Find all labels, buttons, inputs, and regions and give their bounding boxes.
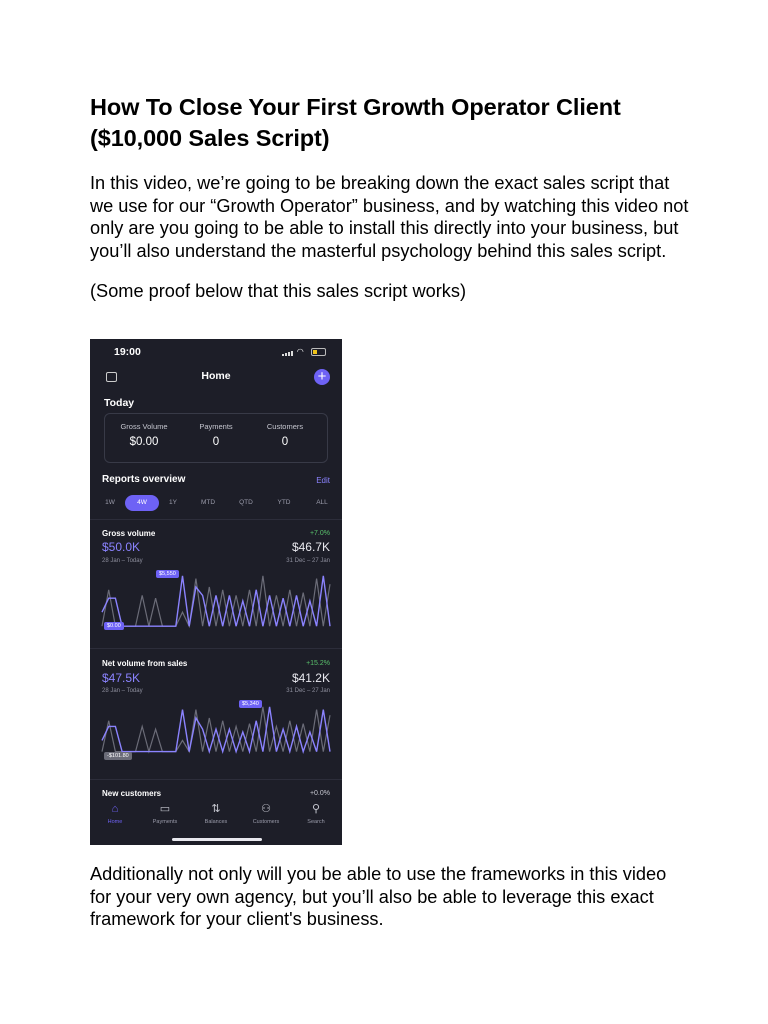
proof-note: (Some proof below that this sales script works) bbox=[90, 281, 467, 301]
range-all[interactable]: ALL bbox=[316, 499, 328, 506]
today-kpi-card[interactable] bbox=[104, 413, 328, 463]
net-current-line bbox=[102, 707, 330, 752]
kpi-label: Customers bbox=[266, 422, 304, 431]
divider bbox=[90, 519, 342, 520]
gross-volume-change: +7.0% bbox=[309, 530, 330, 537]
intro-paragraph: In this video, we’re going to be breaking down the exact sales script that we use for our “Growth Operator” business, and by watching this video not only are you going to be able to install this directly into your business, but you’ll also understand the masterful psychology behind this sales script. bbox=[90, 173, 689, 261]
nav-title: Home bbox=[201, 370, 231, 382]
net-volume-range: 28 Jan – Today bbox=[102, 688, 143, 694]
gross-volume-title: Gross volume bbox=[102, 529, 156, 538]
kpi-label: Gross Volume bbox=[120, 422, 168, 431]
range-1y[interactable]: 1Y bbox=[169, 499, 177, 506]
home-icon: ⌂ bbox=[111, 803, 119, 815]
payments-icon: ▭ bbox=[159, 803, 171, 815]
kpi-customers bbox=[248, 422, 322, 448]
net-volume-previous-range: 31 Dec – 27 Jan bbox=[286, 688, 330, 694]
status-time: 19:00 bbox=[114, 346, 141, 358]
divider bbox=[90, 648, 342, 649]
gross-volume-value: $50.0K bbox=[102, 540, 141, 554]
reports-overview-title: Reports overview bbox=[102, 474, 186, 485]
battery-icon bbox=[311, 348, 326, 356]
range-ytd[interactable]: YTD bbox=[277, 499, 291, 506]
tab-label: Customers bbox=[252, 819, 280, 825]
range-mtd[interactable]: MTD bbox=[200, 499, 216, 506]
closing-paragraph: Additionally not only will you be able to use the frameworks in this video for your very own agency, but you’ll also be able to leverage this exact framework for your client's business. bbox=[90, 864, 667, 929]
wifi-icon: ◠ bbox=[296, 347, 305, 356]
net-volume-svg bbox=[100, 699, 332, 763]
tab-label: Payments bbox=[152, 819, 178, 825]
add-button[interactable]: + bbox=[314, 369, 330, 385]
range-1w[interactable]: 1W bbox=[105, 499, 115, 506]
today-heading: Today bbox=[104, 397, 135, 409]
article bbox=[90, 92, 690, 303]
tab-label: Search bbox=[307, 819, 325, 825]
kpi-gross-volume bbox=[107, 422, 181, 448]
kpi-payments bbox=[179, 422, 253, 448]
gross-current-line bbox=[102, 576, 330, 626]
status-icons bbox=[282, 347, 326, 356]
gross-volume-previous-range: 31 Dec – 27 Jan bbox=[286, 558, 330, 564]
net-peak-tag: $5,340 bbox=[239, 700, 262, 708]
tab-payments[interactable] bbox=[140, 802, 190, 825]
new-customers-change: +0.0% bbox=[309, 790, 330, 797]
gross-volume-svg bbox=[100, 568, 332, 632]
kpi-value: 0 bbox=[281, 436, 289, 448]
customers-icon: ⚇ bbox=[261, 803, 271, 815]
kpi-value: $0.00 bbox=[129, 436, 159, 448]
tab-label: Balances bbox=[204, 819, 228, 825]
range-qtd[interactable]: QTD bbox=[239, 499, 253, 506]
net-volume-title: Net volume from sales bbox=[102, 659, 188, 668]
kpi-label: Payments bbox=[199, 422, 233, 431]
net-volume-previous: $41.2K bbox=[291, 671, 330, 685]
proof-screenshot bbox=[90, 339, 342, 845]
net-low-tag: -$101.80 bbox=[104, 752, 132, 760]
tab-search[interactable] bbox=[291, 802, 341, 825]
article-title: How To Close Your First Growth Operator Client ($10,000 Sales Script) bbox=[90, 94, 621, 151]
tab-balances[interactable] bbox=[191, 802, 241, 825]
tab-label: Home bbox=[107, 819, 123, 825]
net-volume-change: +15.2% bbox=[306, 660, 330, 667]
gross-volume-range: 28 Jan – Today bbox=[102, 558, 143, 564]
range-selector bbox=[96, 495, 336, 511]
kpi-value: 0 bbox=[212, 436, 220, 448]
net-volume-chart[interactable] bbox=[100, 699, 332, 763]
gross-peak-tag: $5,550 bbox=[156, 570, 179, 578]
gross-volume-previous: $46.7K bbox=[291, 540, 330, 554]
home-indicator bbox=[172, 838, 262, 841]
divider bbox=[90, 779, 342, 780]
balances-icon: ⇅ bbox=[211, 803, 221, 815]
search-icon: ⚲ bbox=[311, 803, 321, 815]
gross-volume-chart[interactable] bbox=[100, 568, 332, 632]
signal-icon bbox=[282, 347, 294, 356]
net-volume-value: $47.5K bbox=[102, 671, 141, 685]
range-4w[interactable]: 4W bbox=[125, 495, 159, 511]
tab-home[interactable] bbox=[90, 802, 140, 825]
gross-low-tag: $0.00 bbox=[104, 622, 124, 630]
tab-customers[interactable] bbox=[241, 802, 291, 825]
new-customers-title: New customers bbox=[102, 789, 162, 798]
edit-link[interactable]: Edit bbox=[316, 476, 330, 485]
